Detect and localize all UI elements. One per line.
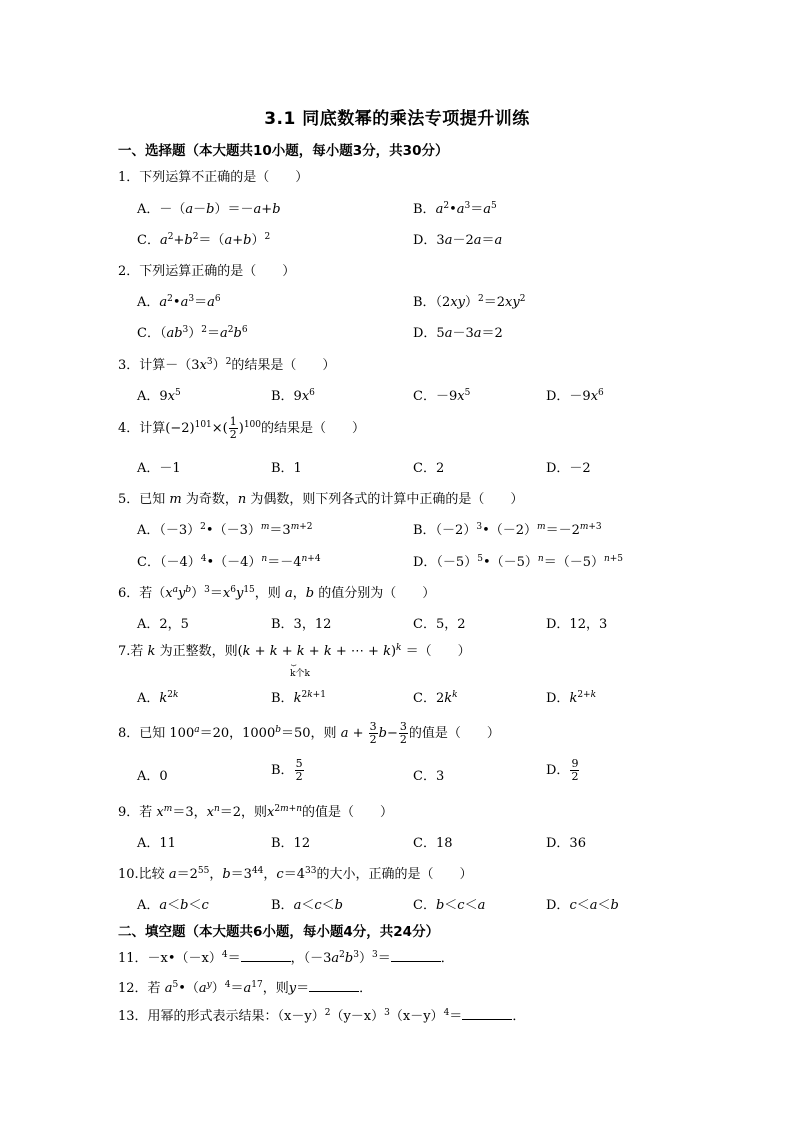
- question-7-options: [0, 687, 794, 707]
- question-4-option-a[interactable]: A．－1: [137, 461, 181, 476]
- question-6-option-d[interactable]: D．12，3: [546, 617, 608, 632]
- section-fill-heading: 二、填空题（本大题共6小题，每小题4分，共24分）: [118, 924, 440, 940]
- question-12-blank[interactable]: [309, 979, 359, 992]
- question-11-blank-2[interactable]: [391, 949, 441, 962]
- question-9-option-b[interactable]: B．12: [271, 836, 311, 851]
- question-11-stem: 11．$-x•(-x)^4=$ ，$(-3a^2b^3)^3=$ ．: [118, 950, 454, 966]
- page-title: 3.1 同底数幂的乘法专项提升训练: [264, 109, 530, 129]
- question-4-option-b[interactable]: B．1: [271, 461, 302, 476]
- question-1-options-row-1: [0, 198, 794, 218]
- question-1-option-a[interactable]: A．－（a－b）＝－a+b: [137, 202, 281, 217]
- question-9-stem: 9．若 $x^m=3$，$x^n=2$，则$x^{2m+n}$的值是（ ）: [118, 804, 393, 820]
- question-5-options-row-2: [0, 551, 794, 571]
- question-8-option-d[interactable]: D． $\frac{9}{2}$: [546, 757, 579, 783]
- question-2-option-a[interactable]: A．$a^2•a^3=a^6$: [137, 294, 221, 310]
- question-5-options-row-1: [0, 519, 794, 539]
- question-3-option-c[interactable]: C．$-9x^5$: [413, 388, 471, 404]
- question-4-option-d[interactable]: D．－2: [546, 461, 591, 476]
- question-7-stem: 7.若 k 为正整数，则(k + k + k + k + ⋯ + k)$^k$ ＝（ ）: [118, 643, 471, 659]
- question-11-blank-1[interactable]: [241, 949, 291, 962]
- question-3-options: [0, 385, 794, 405]
- question-2-option-c[interactable]: C．$(ab^3)^2=a^2b^6$: [137, 325, 248, 341]
- question-7-option-a[interactable]: A．$k^{2k}$: [137, 690, 179, 706]
- question-8-options: [0, 757, 794, 784]
- question-9-option-a[interactable]: A．11: [137, 836, 176, 851]
- question-4-options: [0, 457, 794, 477]
- question-10-option-d[interactable]: D．c＜a＜b: [546, 898, 619, 913]
- question-2-option-d[interactable]: D．5a－3a＝2: [413, 326, 503, 341]
- question-5-option-a[interactable]: A．$(-3)^2•(-3)^m=3^{m+2}$: [137, 522, 313, 538]
- question-6-option-c[interactable]: C．5，2: [413, 617, 466, 632]
- question-9-options: [0, 832, 794, 852]
- question-13-stem: 13．用幂的形式表示结果：$(x-y)^2(y-x)^3(x-y)^4=$ ．: [118, 1008, 526, 1024]
- question-3-option-b[interactable]: B．$9x^6$: [271, 388, 315, 404]
- question-1-options-row-2: [0, 229, 794, 249]
- question-2-stem: 2．下列运算正确的是（ ）: [118, 264, 296, 279]
- question-13-blank[interactable]: [462, 1007, 512, 1020]
- question-7-option-d[interactable]: D．$k^{2+k}$: [546, 690, 597, 706]
- question-6-option-a[interactable]: A．2，5: [137, 617, 189, 632]
- question-4-fraction: $\frac{1}{2}$: [229, 415, 237, 441]
- question-5-option-d[interactable]: D．$(-5)^5•(-5)^n=(-5)^{n+5}$: [413, 554, 624, 570]
- question-8-option-a[interactable]: A．0: [137, 769, 168, 784]
- question-5-option-b[interactable]: B．$(-2)^3•(-2)^m=-2^{m+3}$: [413, 522, 602, 538]
- question-3-stem: 3．计算$-(3x^3)^2$的结果是（ ）: [118, 357, 336, 373]
- question-9-option-c[interactable]: C．18: [413, 836, 453, 851]
- question-6-options: [0, 613, 794, 633]
- question-1-option-c[interactable]: C．$a^2+b^2=(a+b)^2$: [137, 232, 271, 248]
- question-6-stem: 6．若$(x^ay^b)^3=x^6y^{15}$，则 a，b 的值分别为（ ）: [118, 585, 436, 601]
- question-4-stem: 4．计算$(-2)^{101}\times$( $\frac{1}{2}$ )$^{100}$的结果是（ ）: [118, 415, 366, 441]
- question-1-stem: 1．下列运算不正确的是（ ）: [118, 170, 309, 185]
- question-9-option-d[interactable]: D．36: [546, 836, 586, 851]
- question-7-underbrace: ⏟: [291, 657, 297, 667]
- question-1-option-d[interactable]: D．3a－2a＝a: [413, 233, 503, 248]
- question-5-option-c[interactable]: C．$(-4)^4•(-4)^n=-4^{n+4}$: [137, 554, 321, 570]
- question-2-options-row-2: [0, 322, 794, 342]
- question-8-stem: 8．已知 $100^a=20$，$1000^b=50$，则 a + $\frac{3}{2}$ b− $\frac{3}{2}$ 的值是（ ）: [118, 720, 500, 746]
- question-7-option-c[interactable]: C．$2k^k$: [413, 690, 458, 706]
- question-10-option-b[interactable]: B．a＜c＜b: [271, 898, 343, 913]
- question-10-option-a[interactable]: A．a＜b＜c: [137, 898, 209, 913]
- question-3-option-a[interactable]: A．$9x^5$: [137, 388, 181, 404]
- question-5-stem: 5．已知 m 为奇数，n 为偶数，则下列各式的计算中正确的是（ ）: [118, 492, 524, 507]
- question-1-option-b[interactable]: B．$a^2•a^3=a^5$: [413, 201, 497, 217]
- question-6-option-b[interactable]: B．3，12: [271, 617, 332, 632]
- question-3-option-d[interactable]: D．$-9x^6$: [546, 388, 604, 404]
- question-8-option-c[interactable]: C．3: [413, 769, 445, 784]
- question-7-option-b[interactable]: B．$k^{2k+1}$: [271, 690, 326, 706]
- question-8-option-b[interactable]: B． $\frac{5}{2}$: [271, 757, 303, 783]
- question-10-option-c[interactable]: C．b＜c＜a: [413, 898, 486, 913]
- question-2-option-b[interactable]: B．$(2xy)^2=2xy^2$: [413, 294, 526, 310]
- question-4-option-c[interactable]: C．2: [413, 461, 445, 476]
- question-10-stem: 10.比较 $a=2^{55}$，$b=3^{44}$，$c=4^{33}$的大小，正确的是（ ）: [118, 866, 473, 882]
- question-10-options: [0, 894, 794, 914]
- question-2-options-row-1: [0, 291, 794, 311]
- section-choice-heading: 一、选择题（本大题共10小题，每小题3分，共30分）: [118, 143, 449, 159]
- question-12-stem: 12．若 $a^5•(a^y)^4=a^{17}$，则y＝ ．: [118, 980, 373, 996]
- question-7-underbrace-label: k个k: [290, 669, 310, 679]
